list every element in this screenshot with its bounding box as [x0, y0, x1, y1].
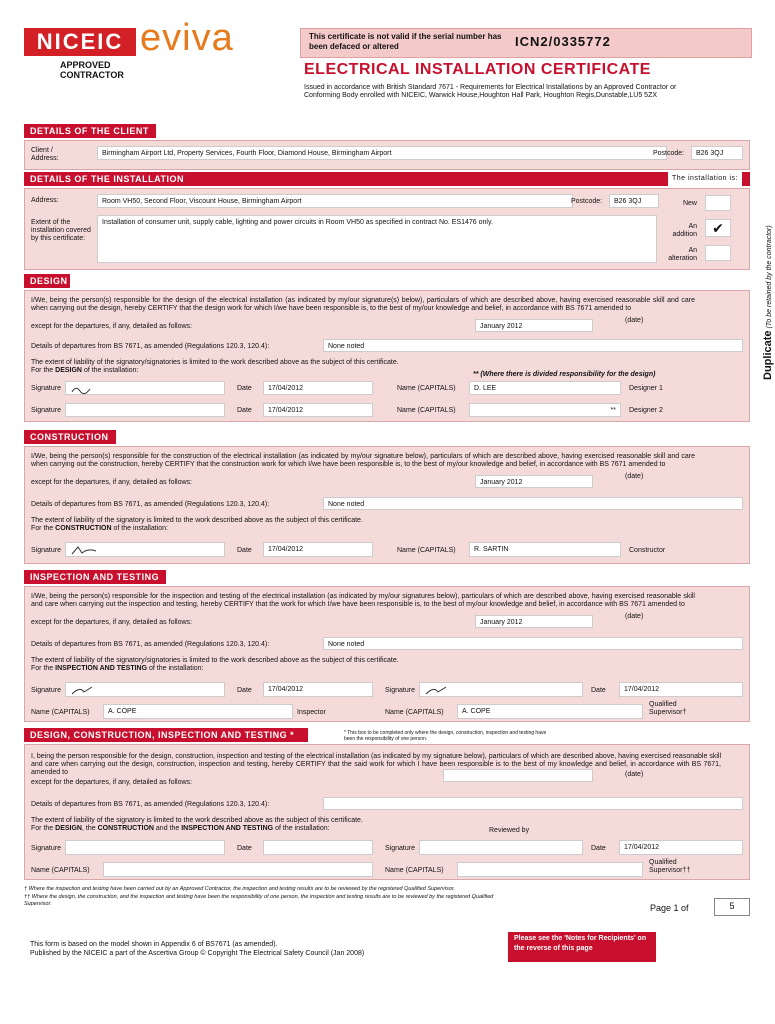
combined-panel [24, 744, 750, 880]
design-divided-note: ** (Where there is divided responsibility for the design) [473, 371, 656, 378]
construction-name-field[interactable]: R. SARTIN [469, 542, 621, 557]
installation-address-field[interactable]: Room VH50, Second Floor, Viscount House, Birmingham Airport [97, 194, 573, 208]
combined-liability: The extent of liability of the signatory is limited to the work described above as the subject of this certificate. [31, 817, 363, 824]
inspection-departures-intro: except for the departures, if any, detailed as follows: [31, 619, 192, 626]
combined-name1-label: Name (CAPITALS) [31, 867, 90, 874]
niceic-logo: NICEIC [24, 28, 136, 56]
for-bold-text: INSPECTION AND TESTING [55, 665, 148, 672]
footnote-1: † Where the inspection and testing have been carried out by an Approved Contractor, the inspection and testing results are to be reviewed by the registered Qualified Supervisor. [24, 886, 455, 892]
combined-name2-field[interactable] [457, 862, 643, 877]
inspector-label: Inspector [297, 709, 326, 716]
combined-sig2-label: Signature [385, 845, 415, 852]
combined-sig1-field[interactable] [65, 840, 225, 855]
page-total: 5 [714, 898, 750, 916]
construction-sig-label: Signature [31, 547, 61, 554]
client-heading: DETAILS OF THE CLIENT [24, 124, 156, 138]
serial-box [300, 28, 752, 58]
construction-date-label: (date) [625, 473, 644, 480]
inspection-name1-field[interactable]: A. COPE [103, 704, 293, 719]
and-text: and the [155, 825, 180, 832]
combined-amended-field[interactable] [443, 769, 593, 782]
combined-departures-label: Details of departures from BS 7671, as amended (Regulations 120.3, 120.4): [31, 801, 270, 808]
construction-departures-field[interactable]: None noted [323, 497, 743, 510]
installation-heading-text: DETAILS OF THE INSTALLATION [30, 174, 184, 184]
design-sig2-field[interactable] [65, 403, 225, 417]
serial-warning: This certificate is not valid if the serial number has been defaced or altered [309, 32, 502, 51]
designer1-label: Designer 1 [629, 385, 663, 392]
signature-mark [424, 684, 454, 696]
installation-heading [24, 172, 750, 186]
inspection-departures-field[interactable]: None noted [323, 637, 743, 650]
inspection-date-label: (date) [625, 613, 644, 620]
for-inspection-text: INSPECTION AND TESTING [181, 825, 274, 832]
construction-date-label2: Date [237, 547, 252, 554]
combined-statement: I, being the person responsible for the design, construction, inspection and testing of the electrical installation (as indicated by my signature below), particulars of which are described above, having exercised reasonable skill and care when carrying out the design, construction, inspection and testing, hereby CERTIFY that the said work for which I have been responsible is to the best of my knowledge and belief, in accordance with BS 7671, amended to [31, 753, 721, 776]
inspection-date1-label: Date [237, 687, 252, 694]
signature-mark [70, 383, 100, 395]
certificate-title: ELECTRICAL INSTALLATION CERTIFICATE [304, 61, 651, 78]
design-liability: The extent of liability of the signatory/signatories is limited to the work described above as the subject of this certificate. [31, 359, 399, 366]
client-postcode-label: Postcode: [653, 150, 685, 157]
combined-departures-field[interactable] [323, 797, 743, 810]
design-sig2-label: Signature [31, 407, 61, 414]
construction-amended-field[interactable]: January 2012 [475, 475, 593, 488]
inspection-sig1-label: Signature [31, 687, 61, 694]
design-departures-label: Details of departures from BS 7671, as amended (Regulations 120.3, 120.4): [31, 343, 270, 350]
for-the-text: For the [31, 665, 54, 672]
design-name2-label: Name (CAPITALS) [397, 407, 456, 414]
inspection-sig1-field[interactable] [65, 682, 225, 697]
eviva-logo: eviva [140, 17, 234, 59]
footnote-2: †† Where the design, the construction, and the inspection and testing have been the responsibility of one person, the inspection and testing results are to be reviewed by the registered Qualified Supervisor. [24, 894, 494, 907]
design-amended-field[interactable]: January 2012 [475, 319, 593, 332]
combined-date-label: (date) [625, 771, 644, 778]
inspection-sig2-label: Signature [385, 687, 415, 694]
inspection-date2-label: Date [591, 687, 606, 694]
construction-name-label: Name (CAPITALS) [397, 547, 456, 554]
design-date2-label: Date [237, 407, 252, 414]
design-statement: I/We, being the person(s) responsible for the design of the electrical installation (as indicated by my/our signature(s) below), particulars of which are described above, having exercised reasonable skill and care when carrying out the design, hereby CERTIFY that the design work for which I/we have been responsible is, to the best of my/our knowledge and belief, in accordance with BS 7671 amended to [31, 297, 695, 312]
for-the-text: For the [31, 825, 54, 832]
signature-mark [70, 684, 100, 696]
construction-for-line [31, 525, 168, 533]
option-addition-label: An addition [672, 223, 697, 238]
for-rest-text: of the installation: [149, 665, 204, 672]
for-the-text: For the [31, 525, 54, 532]
combined-name2-label: Name (CAPITALS) [385, 867, 444, 874]
option-addition-checkbox[interactable]: ✔ [705, 219, 731, 237]
combined-sig2-field[interactable] [419, 840, 583, 855]
construction-liability: The extent of liability of the signatory is limited to the work described above as the subject of this certificate. [31, 517, 363, 524]
combined-departures-intro: except for the departures, if any, detailed as follows: [31, 779, 192, 786]
construction-departures-intro: except for the departures, if any, detailed as follows: [31, 479, 192, 486]
construction-statement: I/We, being the person(s) responsible for the construction of the electrical installation (as indicated by my/our signature below), particulars of which are described above, having exercised reasonable skill and care when carrying out the construction, hereby CERTIFY that the construction work for which I/we have been responsible is, to the best of my/our knowledge and belief, in accordance with BS 7671 amended to [31, 453, 695, 468]
inspection-panel [24, 586, 750, 722]
installation-panel [24, 188, 750, 270]
combined-name1-field[interactable] [103, 862, 373, 877]
issued-statement: Issued in accordance with British Standard 7671 - Requirements for Electrical Installations by an Approved Contractor or Conforming Body enrolled with NICEIC, Warwick House,Houghton Hall Park, Houghton Regis,Dunstable,LU5 5ZX [304, 84, 677, 99]
construction-heading: CONSTRUCTION [24, 430, 116, 444]
reviewed-by-label: Reviewed by [489, 827, 530, 834]
for-design-text: DESIGN [55, 825, 82, 832]
design-name2-field[interactable]: ** [469, 403, 621, 417]
combined-heading: DESIGN, CONSTRUCTION, INSPECTION AND TESTING * [24, 728, 308, 742]
design-departures-field[interactable]: None noted [323, 339, 743, 352]
inspection-statement: I/We, being the person(s) responsible for the inspection and testing of the electrical installation (as indicated by my/our signatures below), particulars of which are described above, having exercised reasonable skill and care when carrying out the inspection and testing, hereby CERTIFY that the work for which I/we have been responsible is, to the best of my/our knowledge and belief, in accordance with BS 7671 amended to [31, 593, 695, 608]
option-alteration-checkbox[interactable] [705, 245, 731, 261]
design-date-label: (date) [625, 317, 644, 324]
inspection-name2-label: Name (CAPITALS) [385, 709, 444, 716]
for-rest-text: of the installation: [83, 367, 139, 374]
inspection-heading: INSPECTION AND TESTING [24, 570, 166, 584]
inspection-date2-field[interactable]: 17/04/2012 [619, 682, 743, 697]
footer-line-1: This form is based on the model shown in Appendix 6 of BS7671 (as amended). [30, 941, 278, 948]
inspection-name2-field[interactable]: A. COPE [457, 704, 643, 719]
client-postcode-field[interactable]: B26 3QJ [691, 146, 743, 160]
comma-text: , the [81, 825, 96, 832]
design-for-line [31, 367, 138, 375]
design-sig1-field[interactable] [65, 381, 225, 395]
installation-postcode-field[interactable]: B26 3QJ [609, 194, 659, 208]
combined-date2-label: Date [591, 845, 606, 852]
combined-date2-field[interactable]: 17/04/2012 [619, 840, 743, 855]
footer-line-2: Published by the NICEIC a part of the Ascertiva Group © Copyright The Electrical Safety Council (Jan 2008) [30, 950, 365, 957]
inspection-amended-field[interactable]: January 2012 [475, 615, 593, 628]
serial-number: ICN2/0335772 [515, 34, 611, 49]
approved-text: APPROVED [60, 60, 111, 70]
installation-postcode-label: Postcode: [571, 198, 603, 205]
client-address-label: Client / Address: [31, 147, 59, 162]
combined-supervisor-label: Qualified Supervisor†† [649, 859, 691, 874]
notes-for-recipients: Please see the 'Notes for Recipients' on the reverse of this page [508, 932, 656, 962]
for-rest-text: of the installation: [113, 525, 168, 532]
client-address-field[interactable]: Birmingham Airport Ltd, Property Services, Fourth Floor, Diamond House, Birmingham Airport [97, 146, 667, 160]
combined-date1-field[interactable] [263, 840, 373, 855]
for-the-text: For the [31, 367, 54, 374]
duplicate-label: Duplicate [762, 330, 774, 380]
constructor-label: Constructor [629, 547, 666, 554]
design-sig1-label: Signature [31, 385, 61, 392]
construction-date-field[interactable]: 17/04/2012 [263, 542, 373, 557]
for-bold-text: CONSTRUCTION [55, 525, 112, 532]
designer2-label: Designer 2 [629, 407, 663, 414]
installation-extent-field[interactable]: Installation of consumer unit, supply cable, lighting and power circuits in Room VH50 as specified in contract No. ES1476 only. [97, 215, 657, 263]
for-bold-text: DESIGN [55, 367, 82, 374]
design-date2-field[interactable]: 17/04/2012 [263, 403, 373, 417]
combined-for-line [31, 825, 330, 833]
inspection-liability: The extent of liability of the signatory/signatories is limited to the work described above as the subject of this certificate. [31, 657, 399, 664]
combined-date1-label: Date [237, 845, 252, 852]
design-name1-label: Name (CAPITALS) [397, 385, 456, 392]
inspection-date1-field[interactable]: 17/04/2012 [263, 682, 373, 697]
duplicate-side-label [756, 200, 774, 380]
option-new-label: New [682, 200, 697, 207]
inspection-name1-label: Name (CAPITALS) [31, 709, 90, 716]
combined-sig1-label: Signature [31, 845, 61, 852]
installation-address-label: Address: [31, 197, 59, 204]
retained-label: (To be retained by the contractor) [766, 225, 773, 329]
inspection-departures-label: Details of departures from BS 7671, as amended (Regulations 120.3, 120.4): [31, 641, 270, 648]
design-date1-label: Date [237, 385, 252, 392]
approved-contractor-label [60, 60, 124, 80]
signature-mark [70, 544, 100, 556]
installation-extent-label: Extent of the installation covered by this certificate: [31, 219, 91, 242]
construction-sig-field[interactable] [65, 542, 225, 557]
for-rest-text: of the installation: [275, 825, 330, 832]
combined-note: * This box to be completed only where the design, construction, inspection and testing have been the responsibility of one person. [344, 730, 547, 742]
construction-panel [24, 446, 750, 564]
option-alteration-label: An alteration [668, 247, 697, 262]
installation-is-label: The installation is: [668, 172, 742, 186]
client-panel [24, 140, 750, 170]
construction-departures-label: Details of departures from BS 7671, as amended (Regulations 120.3, 120.4): [31, 501, 270, 508]
option-new-checkbox[interactable] [705, 195, 731, 211]
design-departures-intro: except for the departures, if any, detailed as follows: [31, 323, 192, 330]
contractor-text: CONTRACTOR [60, 70, 124, 80]
design-panel [24, 290, 750, 422]
design-heading: DESIGN [24, 274, 70, 288]
design-date1-field[interactable]: 17/04/2012 [263, 381, 373, 395]
qualified-supervisor-label: Qualified Supervisor† [649, 701, 687, 716]
inspection-sig2-field[interactable] [419, 682, 583, 697]
page-label: Page 1 of [650, 903, 689, 913]
inspection-for-line [31, 665, 204, 673]
design-name1-field[interactable]: D. LEE [469, 381, 621, 395]
for-construction-text: CONSTRUCTION [97, 825, 154, 832]
